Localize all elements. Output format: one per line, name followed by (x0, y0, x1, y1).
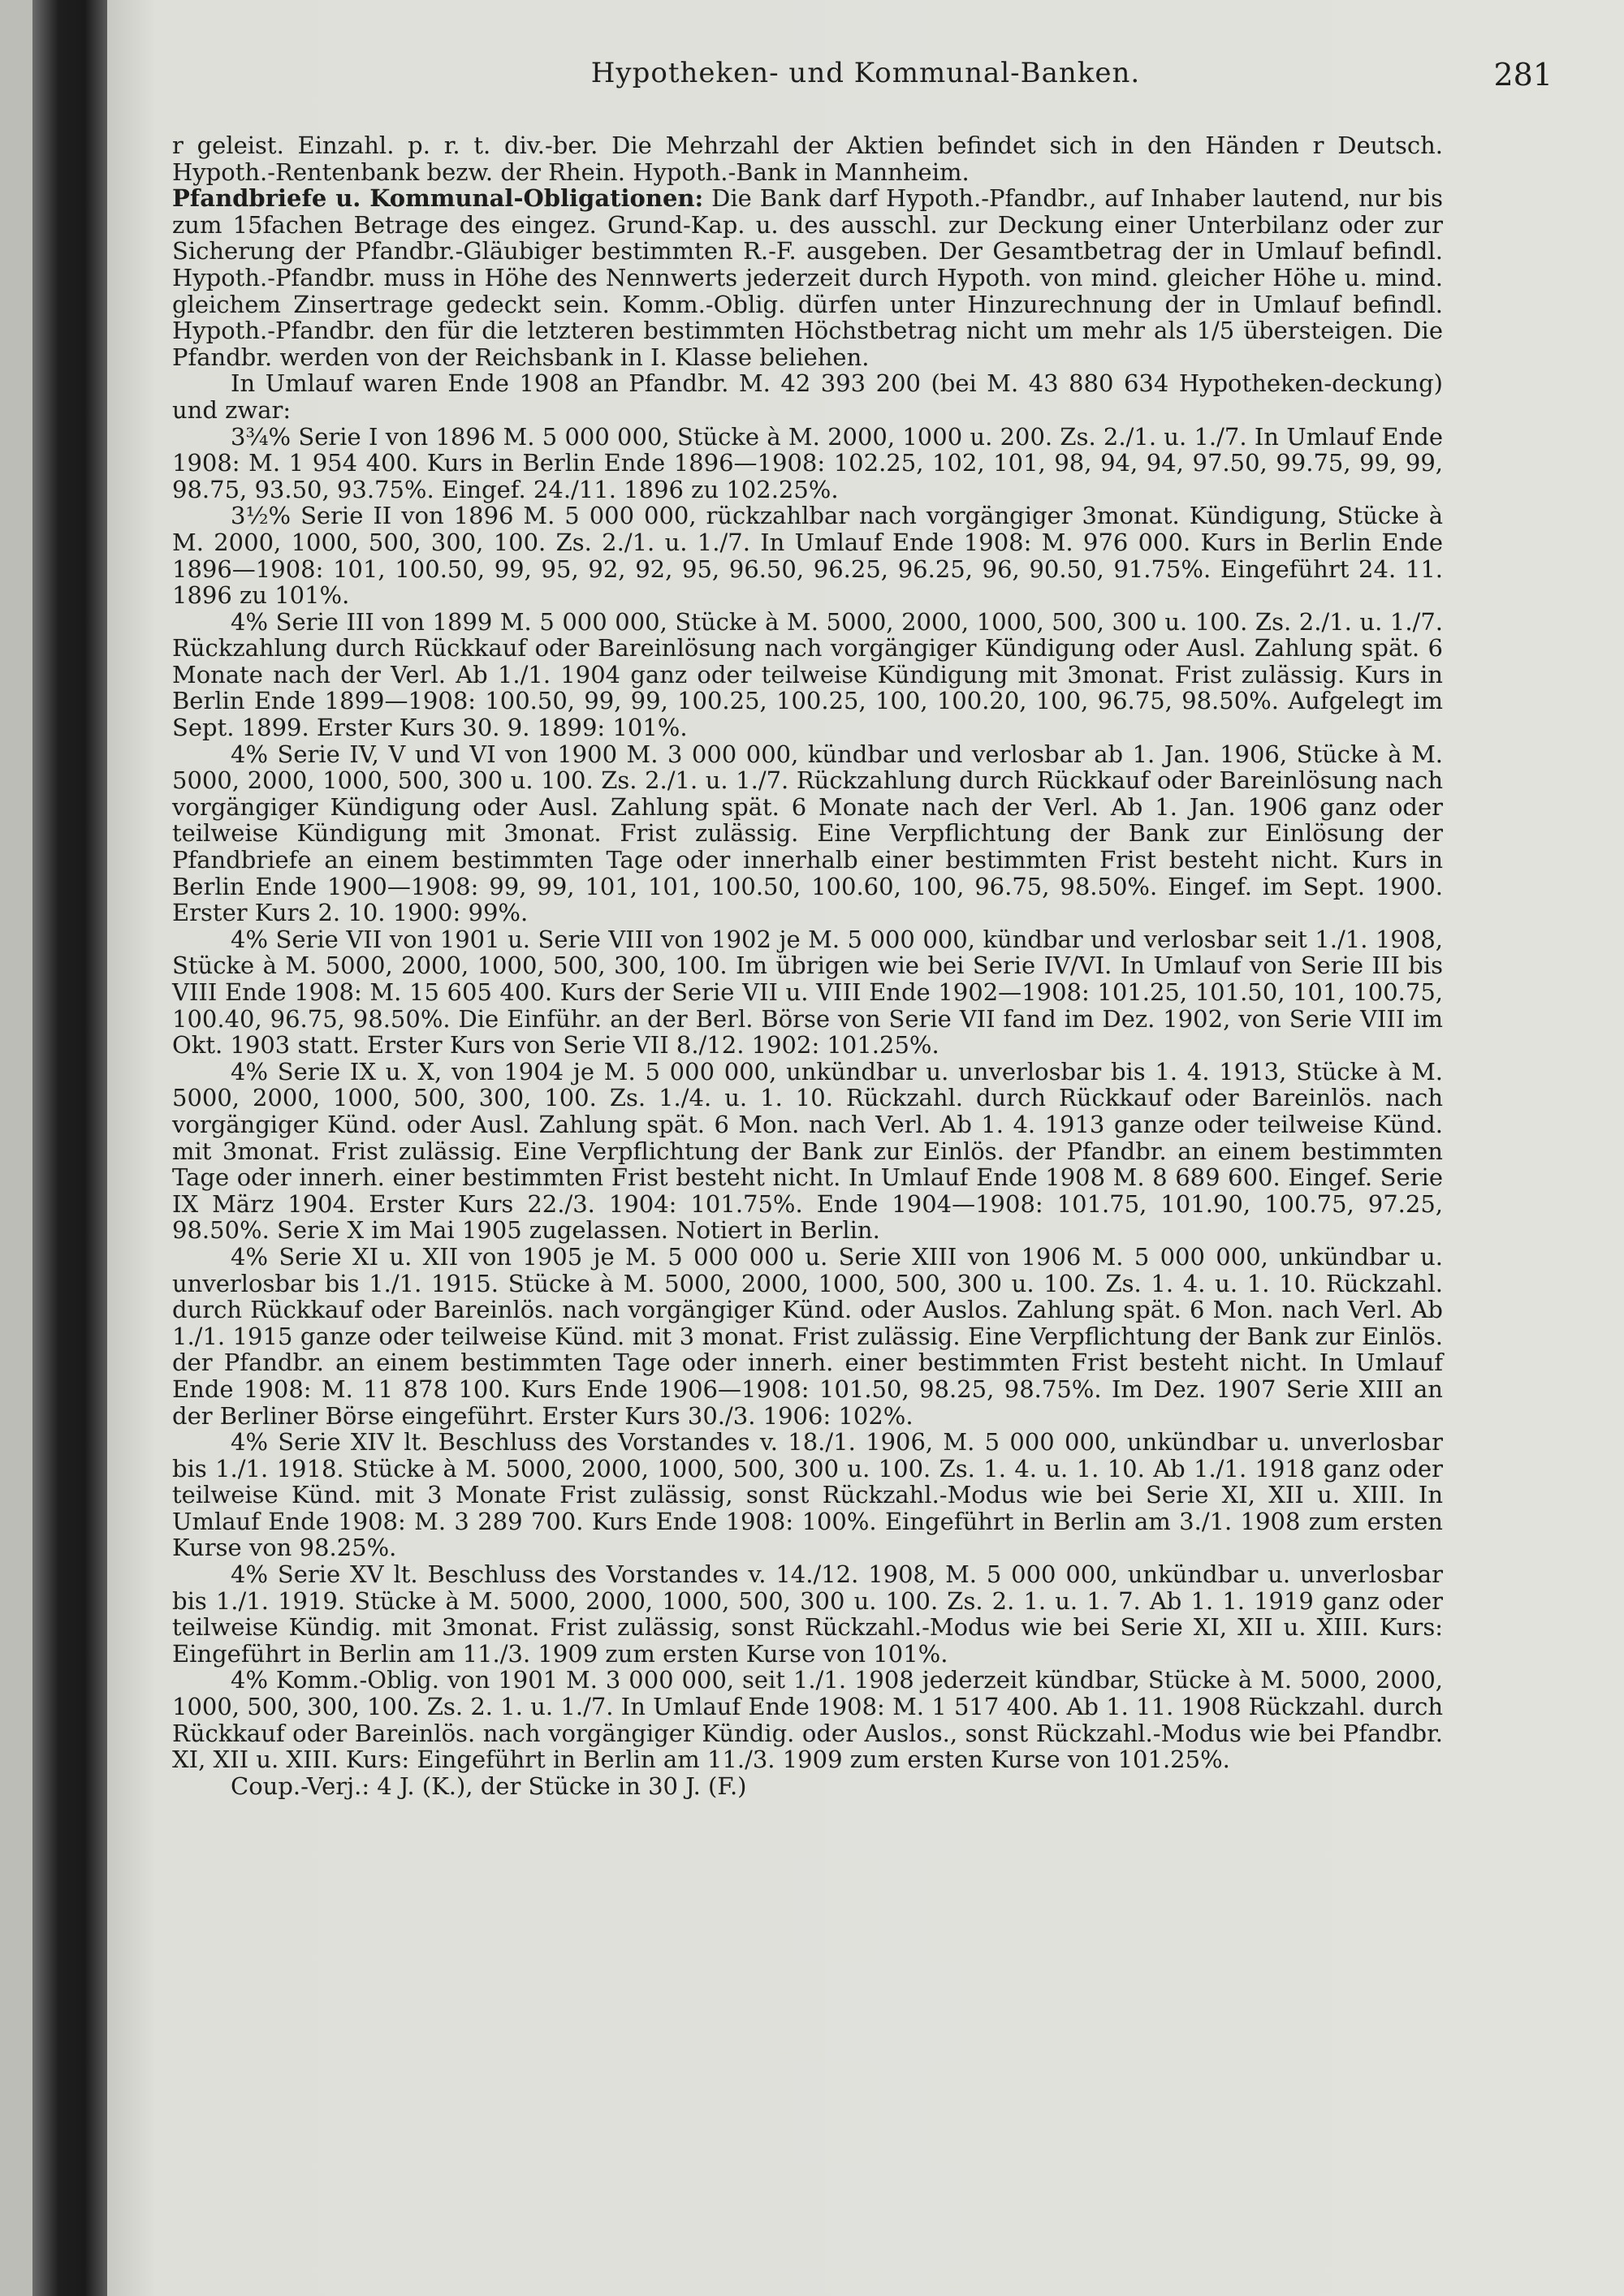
paragraph: 4% Serie III von 1899 M. 5 000 000, Stücke à M. 5000, 2000, 1000, 500, 300 u. 100. Zs. 2./1. u. 1./7. Rückzahlung durch Rückkauf oder Bareinlösung nach vorgängiger Kündigung oder Ausl. Zahlung spät. 6 Monate nach der Verl. Ab 1./1. 1904 ganz oder teilweise Kündigung mit 3monat. Frist zulässig. Kurs in Berlin Ende 1899—1908: 100.50, 99, 99, 100.25, 100.25, 100, 100.20, 100, 96.75, 98.50%. Aufgelegt im Sept. 1899. Erster Kurs 30. 9. 1899: 101%. (172, 607, 1443, 742)
paragraph: 4% Serie IX u. X, von 1904 je M. 5 000 000, unkündbar u. unverlosbar bis 1. 4. 1913, Stücke à M. 5000, 2000, 1000, 500, 300, 100. Zs. 1./4. u. 1. 10. Rückzahl. durch Rückkauf oder Bareinlös. nach vorgängiger Künd. oder Ausl. Zahlung spät. 6 Mon. nach Verl. Ab 1. 4. 1913 ganze oder teilweise Künd. mit 3monat. Frist zulässig. Eine Verpflichtung der Bank zur Einlös. der Pfandbr. an einem bestimmten Tage oder innerh. einer bestimmten Frist besteht nicht. In Umlauf Ende 1908 M. 8 689 600. Eingef. Serie IX März 1904. Erster Kurs 22./3. 1904: 101.75%. Ende 1904—1908: 101.75, 101.90, 100.75, 97.25, 98.50%. Serie X im Mai 1905 zugelassen. Notiert in Berlin. (172, 1057, 1443, 1245)
section-heading: Pfandbriefe u. Kommunal-Obligationen: (172, 184, 704, 213)
paragraph: In Umlauf waren Ende 1908 an Pfandbr. M. 42 393 200 (bei M. 43 880 634 Hypotheken-deckung) und zwar: (172, 369, 1443, 424)
paragraph (172, 185, 1443, 370)
page-header (107, 57, 1624, 106)
paragraph: 3¾% Serie I von 1896 M. 5 000 000, Stücke à M. 2000, 1000 u. 200. Zs. 2./1. u. 1./7. In Umlauf Ende 1908: M. 1 954 400. Kurs in Berlin Ende 1896—1908: 102.25, 102, 101, 98, 94, 94, 97.50, 99.75, 99, 99, 98.75, 93.50, 93.75%. Eingef. 24./11. 1896 zu 102.25%. (172, 422, 1443, 503)
running-head: Hypotheken- und Kommunal-Banken. (590, 57, 1141, 89)
paragraph: 4% Komm.-Oblig. von 1901 M. 3 000 000, seit 1./1. 1908 jederzeit kündbar, Stücke à M. 5000, 2000, 1000, 500, 300, 100. Zs. 2. 1. u. 1./7. In Umlauf Ende 1908: M. 1 517 400. Ab 1. 11. 1908 Rückzahl. durch Rückkauf oder Bareinlös. nach vorgängiger Kündig. oder Auslos., sonst Rückzahl.-Modus wie bei Pfandbr. XI, XII u. XIII. Kurs: Eingeführt in Berlin am 11./3. 1909 zum ersten Kurse von 101.25%. (172, 1666, 1443, 1774)
body-text (172, 132, 1443, 1799)
book-binding (32, 0, 107, 2296)
paragraph: 4% Serie XV lt. Beschluss des Vorstandes v. 14./12. 1908, M. 5 000 000, unkündbar u. unverlosbar bis 1./1. 1919. Stücke à M. 5000, 2000, 1000, 500, 300 u. 100. Zs. 2. 1. u. 1. 7. Ab 1. 1. 1919 ganz oder teilweise Kündig. mit 3monat. Frist zulässig, sonst Rückzahl.-Modus wie bei Serie XI, XII u. XIII. Kurs: Eingeführt in Berlin am 11./3. 1909 zum ersten Kurse von 101%. (172, 1560, 1443, 1668)
paragraph: 4% Serie XI u. XII von 1905 je M. 5 000 000 u. Serie XIII von 1906 M. 5 000 000, unkündbar u. unverlosbar bis 1./1. 1915. Stücke à M. 5000, 2000, 1000, 500, 300 u. 100. Zs. 1. 4. u. 1. 10. Rückzahl. durch Rückkauf oder Bareinlös. nach vorgängiger Künd. oder Auslos. Zahlung spät. 6 Mon. nach Verl. Ab 1./1. 1915 ganze oder teilweise Künd. mit 3 monat. Frist zulässig. Eine Verpflichtung der Bank zur Einlös. der Pfandbr. an einem bestimmten Tage oder innerh. einer bestimmten Frist besteht nicht. In Umlauf Ende 1908: M. 11 878 100. Kurs Ende 1906—1908: 101.50, 98.25, 98.75%. Im Dez. 1907 Serie XIII an der Berliner Börse eingeführt. Erster Kurs 30./3. 1906: 102%. (172, 1242, 1443, 1430)
paragraph: 3½% Serie II von 1896 M. 5 000 000, rückzahlbar nach vorgängiger 3monat. Kündigung, Stücke à M. 2000, 1000, 500, 300, 100. Zs. 2./1. u. 1./7. In Umlauf Ende 1908: M. 976 000. Kurs in Berlin Ende 1896—1908: 101, 100.50, 99, 95, 92, 92, 95, 96.50, 96.25, 96.25, 96, 90.50, 91.75%. Eingeführt 24. 11. 1896 zu 101%. (172, 502, 1443, 610)
paragraph: 4% Serie XIV lt. Beschluss des Vorstandes v. 18./1. 1906, M. 5 000 000, unkündbar u. unverlosbar bis 1./1. 1918. Stücke à M. 5000, 2000, 1000, 500, 300 u. 100. Zs. 1. 4. u. 1. 10. Ab 1./1. 1918 ganz oder teilweise Künd. mit 3 Monate Frist zulässig, sonst Rückzahl.-Modus wie bei Serie XI, XII u. XIII. In Umlauf Ende 1908: M. 3 289 700. Kurs Ende 1908: 100%. Eingeführt in Berlin am 3./1. 1908 zum ersten Kurse von 98.25%. (172, 1428, 1443, 1562)
page-edge (0, 0, 32, 2296)
paragraph-text: Die Bank darf Hypoth.-Pfandbr., auf Inhaber lautend, nur bis zum 15fachen Betrage des eingez. Grund-Kap. u. des ausschl. zur Deckung einer Unterbilanz oder zur Sicherung der Pfandbr.-Gläubiger bestimmten R.-F. ausgeben. Der Gesamtbetrag der in Umlauf befindl. Hypoth.-Pfandbr. muss in Höhe des Nennwerts jederzeit durch Hypoth. von mind. gleicher Höhe u. mind. gleichem Zinsertrage gedeckt sein. Komm.-Oblig. dürfen unter Hinzurechnung der in Umlauf befindl. Hypoth.-Pfandbr. den für die letzteren bestimmten Höchstbetrag nicht um mehr als 1/5 übersteigen. Die Pfandbr. werden von der Reichsbank in I. Klasse beliehen. (172, 184, 1443, 371)
paragraph: 4% Serie VII von 1901 u. Serie VIII von 1902 je M. 5 000 000, kündbar und verlosbar seit 1./1. 1908, Stücke à M. 5000, 2000, 1000, 500, 300, 100. Im übrigen wie bei Serie IV/VI. In Umlauf von Serie III bis VIII Ende 1908: M. 15 605 400. Kurs der Serie VII u. VIII Ende 1902—1908: 101.25, 101.50, 101, 100.75, 100.40, 96.75, 98.50%. Die Einführ. an der Berl. Börse von Serie VII fand im Dez. 1902, von Serie VIII im Okt. 1903 statt. Erster Kurs von Serie VII 8./12. 1902: 101.25%. (172, 925, 1443, 1060)
page-number: 281 (1493, 57, 1553, 93)
paragraph: Coup.-Verj.: 4 J. (K.), der Stücke in 30 J. (F.) (231, 1772, 747, 1800)
paragraph: 4% Serie IV, V und VI von 1900 M. 3 000 000, kündbar und verlosbar ab 1. Jan. 1906, Stücke à M. 5000, 2000, 1000, 500, 300 u. 100. Zs. 2./1. u. 1./7. Rückzahlung durch Rückkauf oder Bareinlösung nach vorgängiger Kündigung oder Ausl. Zahlung spät. 6 Monate nach der Verl. Ab 1. Jan. 1906 ganz oder teilweise Kündigung mit 3monat. Frist zulässig. Eine Verpflichtung der Bank zur Einlösung der Pfandbriefe an einem bestimmten Tage oder innerhalb einer bestimmten Frist besteht nicht. Kurs in Berlin Ende 1900—1908: 99, 99, 101, 101, 100.50, 100.60, 100, 96.75, 98.50%. Eingef. im Sept. 1900. Erster Kurs 2. 10. 1900: 99%. (172, 740, 1443, 927)
paragraph: r geleist. Einzahl. p. r. t. div.-ber. Die Mehrzahl der Aktien befindet sich in den Händen r Deutsch. Hypoth.-Rentenbank bezw. der Rhein. Hypoth.-Bank in Mannheim. (172, 132, 1443, 186)
